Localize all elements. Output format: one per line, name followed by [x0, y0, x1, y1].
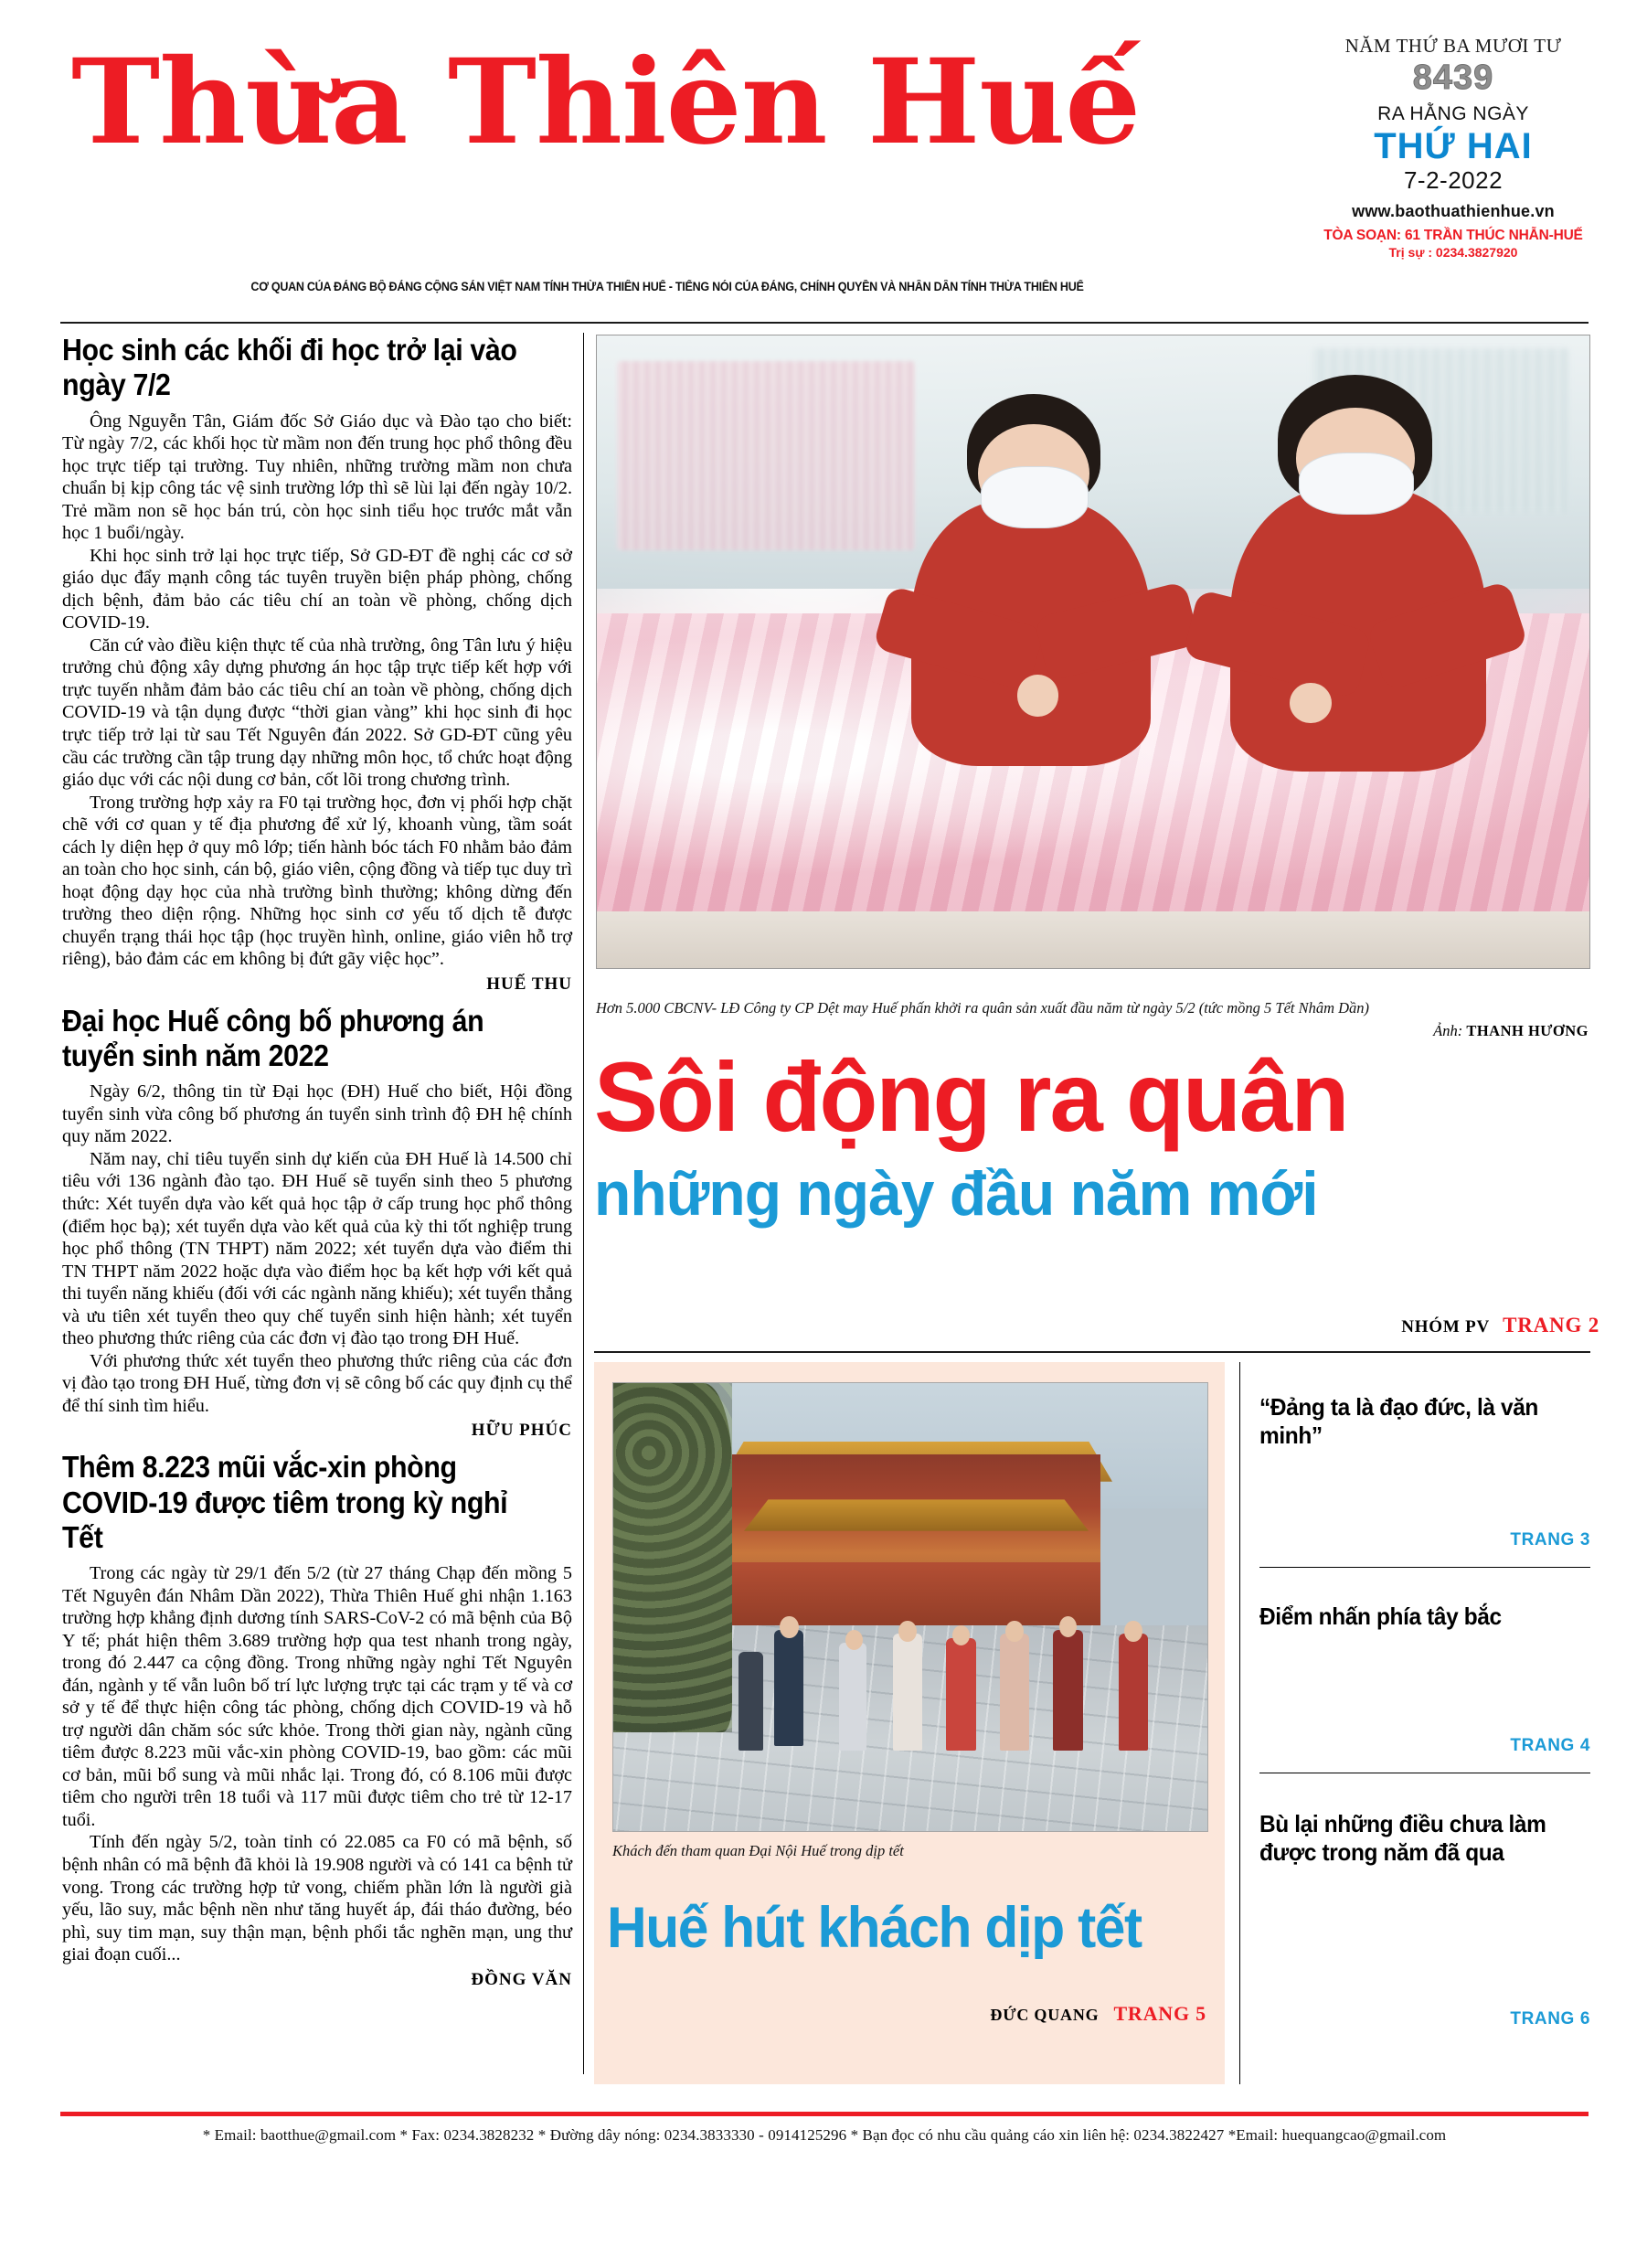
- teaser-1[interactable]: [1259, 1362, 1590, 1567]
- sidebar-teasers: [1259, 1362, 1590, 2048]
- main-photo-credit: [596, 1022, 1589, 1040]
- photo2-visitor: [738, 1652, 763, 1751]
- photo2-visitor: [1000, 1634, 1030, 1750]
- main-photo-textile-workers: [596, 335, 1590, 969]
- secondary-headline[interactable]: Huế hút khách dịp tết: [607, 1896, 1142, 1960]
- office-address: TÒA SOẠN: 61 TRẦN THÚC NHẪN-HUẾ: [1323, 227, 1583, 243]
- teaser-2-page-ref[interactable]: TRANG 4: [1510, 1736, 1590, 1755]
- article-3-headline: Thêm 8.223 mũi vắc-xin phòng COVID-19 được tiêm trong kỳ nghỉ Tết: [62, 1450, 508, 1554]
- article-3[interactable]: [62, 1450, 572, 1989]
- footer-divider: [60, 2112, 1589, 2116]
- secondary-photo-caption: Khách đến tham quan Đại Nội Huế trong dịp tết: [612, 1842, 904, 1859]
- article-1-paragraph: Trong trường hợp xảy ra F0 tại trường học, đơn vị phối hợp chặt chẽ với cơ quan y tế địa phương để xử lý, khoanh vùng, tầm soát cách ly diện hẹp ở quy mô lớp; tiến hành bóc tách F0 nhằm bảo đảm an toàn cho học sinh, cán bộ, giáo viên, cộng đồng và tiếp tục duy trì hoạt động dạy học của nhà trường bình thường; không dừng đến trường theo diện rộng. Những học sinh cơ yếu tố dịch tễ được chuyển trạng thái học tập (học truyền hình, online, giáo viên hỗ trợ riêng), bảo đảm các em không bị đứt gãy việc học”.: [62, 792, 572, 970]
- publication-frequency: RA HẰNG NGÀY: [1377, 102, 1529, 124]
- photo2-tree: [613, 1383, 732, 1732]
- secondary-page-ref[interactable]: TRANG 5: [1113, 2002, 1206, 2025]
- article-3-byline: ĐỒNG VĂN: [471, 1969, 572, 1989]
- photo2-visitor: [1119, 1634, 1149, 1750]
- main-photo-caption: Hơn 5.000 CBCNV- LĐ Công ty CP Dệt may Huế phấn khởi ra quân sản xuất đầu năm từ ngày 5/2 (tức mồng 5 Tết Nhâm Dần): [596, 999, 1370, 1017]
- teaser-3-page-ref[interactable]: TRANG 6: [1510, 2009, 1590, 2028]
- main-story-byline: NHÓM PV: [1401, 1317, 1491, 1336]
- photo-credit-name: THANH HƯƠNG: [1466, 1022, 1589, 1039]
- footer-contact-line: * Email: baotthue@gmail.com * Fax: 0234.3828232 * Đường dây nóng: 0234.3833330 - 0914125296 * Bạn đọc có nhu cầu quảng cáo xin liên hệ: 0234.3822427 *Email: huequangcao@gmail.com: [202, 2126, 1447, 2144]
- main-headline-blue[interactable]: những ngày đầu năm mới: [594, 1159, 1318, 1229]
- secondary-byline: ĐỨC QUANG: [990, 2006, 1100, 2024]
- article-1-paragraph: Ông Nguyễn Tân, Giám đốc Sở Giáo dục và Đào tạo cho biết: Từ ngày 7/2, các khối học từ mầm non đến trung học phổ thông đều học trực tiếp tại trường. Tuy nhiên, những trường mầm non chưa chuẩn bị kịp công tác vệ sinh trường lớp thì sẽ lùi lại đến ngày 10/2. Trẻ mầm non sẽ học bán trú, còn học sinh tiểu học trước mắt vẫn học 1 buổi/ngày.: [62, 410, 572, 544]
- article-3-paragraph: Tính đến ngày 5/2, toàn tỉnh có 22.085 ca F0 có mã bệnh, số bệnh nhân có mã bệnh đã khỏi là 19.908 người và có 141 ca bệnh tử vong. Trong các trường hợp tử vong, chiếm phần lớn là người già yếu, lão suy, mắc bệnh nền như tăng huyết áp, đái tháo đường, béo phì, suy tim mạn, suy thận mạn, bệnh phổi tắc nghẽn mạn, ung thư giai đoạn cuối...: [62, 1832, 572, 1965]
- column-divider-right: [1239, 1362, 1240, 2084]
- weekday-label: THỨ HAI: [1374, 125, 1533, 166]
- photo-work-table: [597, 911, 1589, 968]
- office-phone: Trị sự : 0234.3827920: [1388, 244, 1518, 260]
- teaser-1-headline: “Đảng ta là đạo đức, là văn minh”: [1259, 1393, 1538, 1450]
- main-story-page-ref[interactable]: TRANG 2: [1503, 1314, 1599, 1336]
- photo2-visitor: [774, 1630, 804, 1746]
- website-url[interactable]: www.baothuathienhue.vn: [1352, 201, 1555, 220]
- photo2-visitor: [839, 1643, 866, 1751]
- article-1-paragraph: Khi học sinh trở lại học trực tiếp, Sở GD-ĐT đề nghị các cơ sở giáo dục đẩy mạnh công tác tuyên truyền biện pháp phòng, chống dịch bệnh, đảm bảo các tiêu chí an toàn về phòng, chống dịch COVID-19.: [62, 545, 572, 634]
- article-2-paragraph: Năm nay, chỉ tiêu tuyển sinh dự kiến của ĐH Huế là 14.500 chỉ tiêu với 136 ngành đào tạo. ĐH Huế sẽ tuyển sinh theo 5 phương thức: Xét tuyển dựa vào kết quả học tập ở cấp trung học phổ thông (điểm học bạ); xét tuyển dựa vào kết quả của kỳ thi tốt nghiệp trung học phổ thông (TN THPT) năm 2022; xét tuyển dựa vào điểm thi TN THPT năm 2022 hoặc dựa vào điểm học bạ kết hợp với kết quả thi tuyển năng khiếu (đối với các ngành năng khiếu); xét tuyển thẳng và ưu tiên xét tuyển theo quy chế tuyển sinh hiện hành; xét tuyển theo phương thức riêng của các đơn vị đào tạo trong ĐH Huế.: [62, 1148, 572, 1349]
- publication-year-line: NĂM THỨ BA MƯƠI TƯ: [1344, 35, 1562, 57]
- teaser-1-page-ref[interactable]: TRANG 3: [1510, 1530, 1590, 1549]
- left-column: [62, 333, 572, 1990]
- teaser-3[interactable]: [1259, 1773, 1590, 2048]
- photo-worker-right: [1212, 367, 1510, 772]
- section-divider: [594, 1351, 1590, 1353]
- masthead-info-panel: [1270, 35, 1636, 260]
- newspaper-title: Thừa Thiên Huế: [71, 34, 1141, 171]
- article-3-paragraph: Trong các ngày từ 29/1 đến 5/2 (từ 27 tháng Chạp đến mồng 5 Tết Nguyên đán Nhâm Dần 2022), Thừa Thiên Huế ghi nhận 1.163 trường hợp khẳng định dương tính SARS-CoV-2 có mã bệnh của Bộ Y tế; phát hiện thêm 3.689 trường hợp qua test nhanh trong ngày, trong đó 2.447 ca cộng đồng. Trong những ngày nghỉ Tết Nguyên đán, ngành y tế vẫn luôn bố trí lực lượng trực tại các trạm y tế và cơ sở y tế để thực hiện công tác phòng, chống dịch COVID-19 và hỗ trợ người dân chăm sóc sức khỏe. Trong thời gian này, ngành cũng tiêm được 8.223 mũi vắc-xin phòng COVID-19, bao gồm: các mũi cơ bản, mũi bổ sung và mũi nhắc lại. Trong đó, có 8.106 mũi được tiêm cho người trên 18 tuổi và 117 mũi được tiêm cho trẻ từ 12-17 tuổi.: [62, 1563, 572, 1830]
- masthead: [0, 0, 1647, 302]
- photo2-roof-lower: [744, 1499, 1089, 1530]
- secondary-photo-imperial-city: [612, 1382, 1208, 1832]
- article-2-paragraph: Với phương thức xét tuyển theo phương thức riêng của các đơn vị đào tạo trong ĐH Huế, từng đơn vị sẽ công bố các quy định cụ thể để thí sinh tìm hiểu.: [62, 1350, 572, 1416]
- secondary-byline-row: [759, 2002, 1206, 2026]
- article-1[interactable]: [62, 333, 572, 995]
- article-2[interactable]: [62, 1004, 572, 1442]
- main-headline-red[interactable]: Sôi động ra quân: [594, 1041, 1348, 1152]
- photo-garment-rack-left: [617, 361, 915, 551]
- teaser-3-headline: Bù lại những điều chưa làm được trong năm đã qua: [1259, 1810, 1546, 1867]
- masthead-tagline: CƠ QUAN CỦA ĐẢNG BỘ ĐẢNG CỘNG SẢN VIỆT NAM TỈNH THỪA THIÊN HUẾ - TIẾNG NÓI CỦA ĐẢNG, CHÍNH QUYỀN VÀ NHÂN DÂN TỈNH THỪA THIÊN HUẾ: [250, 280, 1084, 293]
- teaser-2[interactable]: [1259, 1568, 1590, 1773]
- teaser-2-headline: Điểm nhấn phía tây bắc: [1259, 1603, 1502, 1630]
- publication-date: 7-2-2022: [1403, 165, 1504, 194]
- secondary-story-panel: [594, 1362, 1225, 2084]
- article-1-paragraph: Căn cứ vào điều kiện thực tế của nhà trường, ông Tân lưu ý hiệu trưởng chủ động xây dựng phương án học tập trực tiếp kết hợp với trực tuyến nhằm đảm bảo các tiêu chí an toàn về phòng, chống dịch COVID-19 và tận dụng được “thời gian vàng” khi học sinh đi học trực tiếp trở lại từ sau Tết Nguyên đán 2022. Sở GD-ĐT cũng yêu cầu các trường cần tập trung dạy những môn học, tổ chức hoạt động giáo dục với các nội dung cơ bản, cốt lõi trong chương trình.: [62, 634, 572, 791]
- article-1-headline: Học sinh các khối đi học trở lại vào ngày 7/2: [62, 333, 517, 402]
- article-2-paragraph: Ngày 6/2, thông tin từ Đại học (ĐH) Huế cho biết, Hội đồng tuyển sinh vừa công bố phương án tuyển sinh trình độ ĐH hệ chính quy năm 2022.: [62, 1081, 572, 1147]
- column-divider-left: [583, 333, 584, 2074]
- photo2-visitor: [946, 1638, 976, 1751]
- article-2-byline: HỮU PHÚC: [471, 1421, 572, 1441]
- article-1-byline: HUẾ THU: [486, 974, 572, 994]
- issue-number: 8439: [1412, 59, 1494, 97]
- photo2-visitor: [893, 1634, 923, 1750]
- photo-credit-label: Ảnh:: [1433, 1022, 1463, 1039]
- photo-worker-left: [895, 386, 1173, 765]
- header-divider: [60, 322, 1589, 324]
- article-2-headline: Đại học Huế công bố phương án tuyển sinh năm 2022: [62, 1003, 484, 1073]
- main-story-byline-row: [1051, 1314, 1599, 1337]
- photo2-visitor: [1053, 1630, 1083, 1751]
